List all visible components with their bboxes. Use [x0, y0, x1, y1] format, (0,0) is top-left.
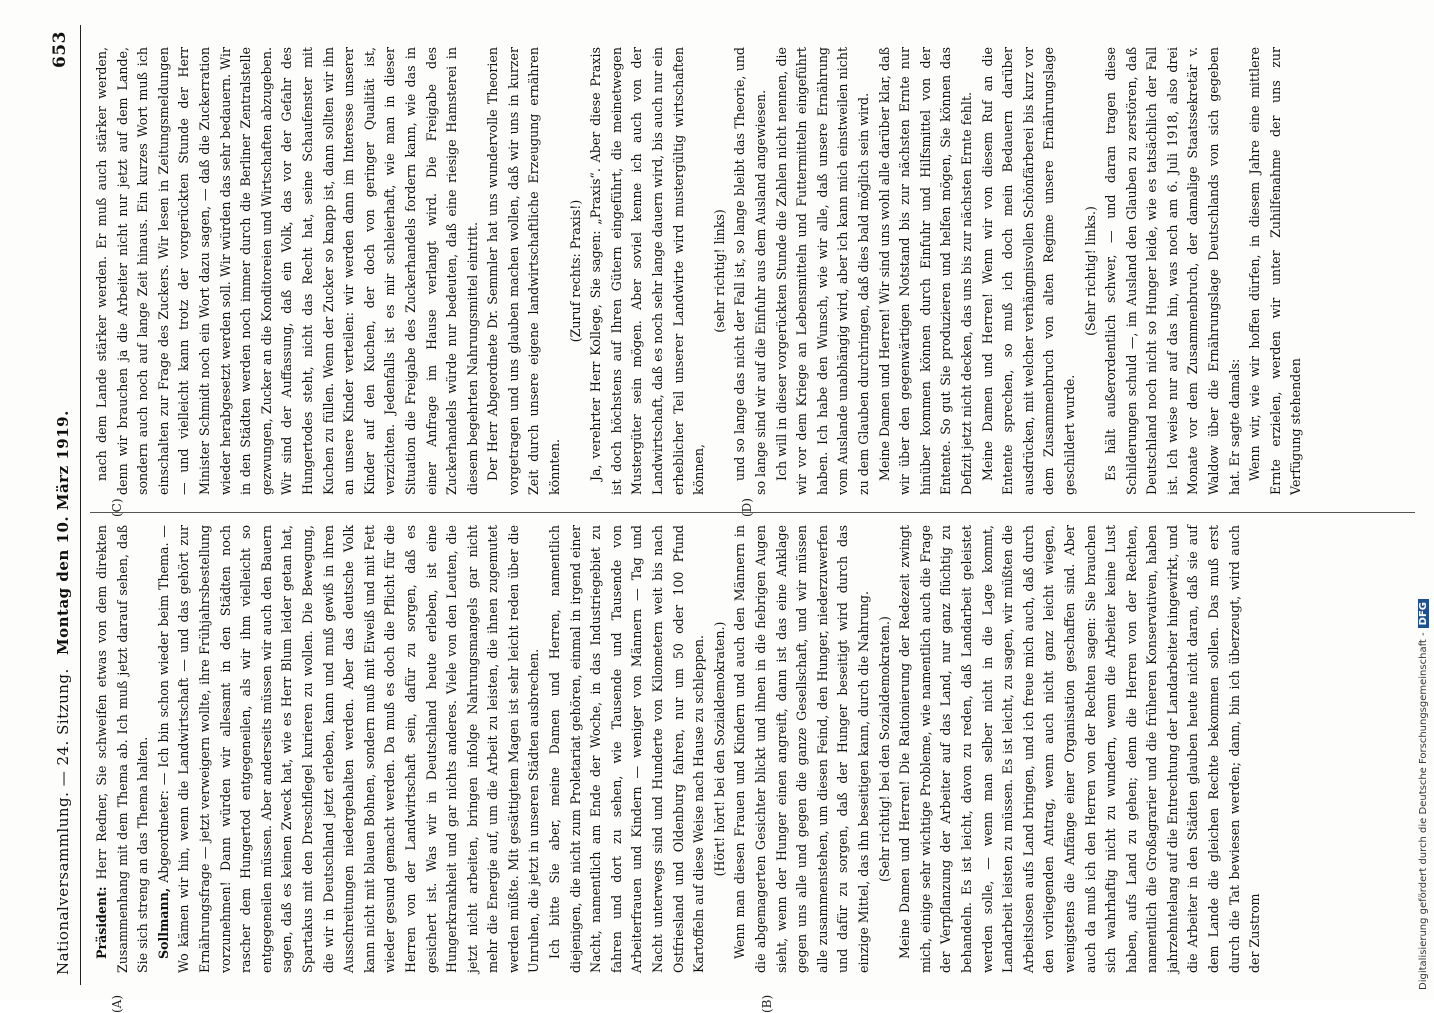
paragraph — [92, 47, 483, 495]
paragraph-text: Ja, verehrter Herr Kollege, Sie sagen: „Praxis“. Aber diese Praxis ist doch höchstens auf Ihren Gütern eingeführt, die meinetwegen Mustergüter sein mögen. Aber soviel kenne ich auch von der Landwirtschaft, daß es noch sehr lange dauern wird, bis auch nur ein erheblicher Teil unserer Landwirte wird mustergültig wirtschaften können, — [588, 47, 707, 495]
paragraph-text: Meine Damen und Herren! Die Rationierung der Redezeit zwingt mich, einige sehr wichtige Probleme, wie namentlich auch die Frage der Verpflanzung der Arbeiter auf das Land, nur ganz flüchtig zu behandeln. Es ist leicht, davon zu reden, daß Landarbeit geleistet werden solle, — wenn man selber nicht in die Lage kommt, Landarbeit leisten zu müssen. Es ist leicht, zu sagen, wir müßten die Arbeitslosen aufs Land bringen, und ich freue mich auch, daß durch den vorliegenden Antrag, wenn auch nicht ganz leicht wiegen, wenigstens die Anfänge einer Organisation geschaffen sind. Aber auch da muß ich den Herren von der Rechten sagen: Sie brauchen sich wahrhaftig nicht zu wundern, wenn die Arbeiter keine Lust haben, aufs Land zu gehen; denn die Herren von der Rechten, namentlich die Großagrarier und die früheren Konservativen, haben jahrzehntelang auf die Entrechtung der Landarbeiter hingewirkt, und die Arbeiter in den Städten glauben heute nicht daran, daß sie auf dem Lande die gleichen Rechte bekommen sollen. Das muß erst durch die Tat bewiesen werden; dann, bin ich überzeugt, wird auch der Zustrom — [897, 525, 1263, 973]
paragraph — [1245, 47, 1307, 495]
paragraph-text: Abgeordneter: — Ich bin schon wieder beim Thema. — Wo kämen wir hin, wenn die Landwirtschaft — und das gehört zur Ernährungsfrage — jetzt verweigern wollte, ihre Frühjahrsbestellung vorzunehmen! Dann würden wir allesamt in den Städten noch rascher dem Hungertod entgegeneilen, als wir ihm vielleicht so entgegeneilen müssen. Aber anderseits müssen wir auch den Bauern sagen, daß es keinen Zweck hat, wie es Herr Blum leider getan hat, Spartakus mit den Dreschflegel kurieren zu wollen. Die Bewegung, die wir in Deutschland jetzt erleben, kann und muß gewiß in ihren Ausschreitungen niedergehalten werden. Aber das deutsche Volk kann nicht mit blauen Bohnen, sondern muß mit Eiweiß und mit Fett wieder gesund gemacht werden. Da muß es doch die Pflicht für die Herren von der Landwirtschaft sein, dafür zu sorgen, daß es gesichert ist. Was wir in Deutschland heute erleben, ist eine Hungerkrankheit und gar nichts anderes. Viele von den Leuten, die jetzt nicht arbeiten, bringen infolge Nahrungsmangels gar nicht mehr die Energie auf, um die Arbeit zu leisten, die ihnen zugemutet werden müßte. Mit gesättigtem Magen ist sehr leicht reden über die Unruhen, die jetzt in unseren Städten ausbrechen. — [155, 525, 542, 973]
interjection: (Sehr richtig! bei den Sozialdemokraten.) — [876, 616, 892, 882]
interjection: (sehr richtig! links) — [711, 209, 727, 333]
paragraph — [730, 525, 874, 973]
margin-marker-b: (B) — [760, 994, 774, 1013]
paragraph-text: Ich will in dieser vorgerückten Stunde die Zahlen nicht nennen, die wir vor dem Kriege an Lebensmitteln und Futtermitteln eingeführt haben. Ich habe den Wunsch, wie wir alle, daß unsere Ernährung vom Auslande unabhängig wird, aber ich kann mich einstweilen nicht zu dem Glauben durchringen, daß dies bald möglich sein wird. — [773, 47, 871, 495]
paragraph — [1101, 47, 1245, 495]
interjection: (Zuruf rechts: Praxis!) — [567, 199, 583, 343]
header-date: Montag den 10. März 1919. — [54, 410, 72, 655]
paragraph — [92, 525, 154, 973]
paragraph-text: Meine Damen und Herren! Wir sind uns wohl alle darüber klar, daß wir über den gegenwärtigen Notstand bis zur nächsten Ernte nur hinüber kommen können durch Einfuhr und Hilfsmittel von der Entente. So gut Sie produzieren und helfen mögen, Sie können das Defizit jetzt nicht decken, das uns bis zur nächsten Ernte fehlt. — [876, 47, 974, 495]
paragraph — [545, 525, 710, 973]
credit-text: Digitalisierung gefördert durch die Deutsche Forschungsgemeinschaft - — [1418, 632, 1429, 990]
paragraph-text: Es hält außerordentlich schwer, — und daran tragen diese Schilderungen schuld —, im Ausland den Glauben zu zerstören, daß Deutschland noch nicht so Hunger leide, wie es tatsächlich der Fall ist. Ich weise nur auf das hin, was noch am 6. Juli 1918, also drei Monate vor dem Zusammenbruch, der damalige Staatssekretär v. Waldow über die Ernährungslage Deutschlands von sich gegeben hat. Er sagte damals: — [1103, 47, 1242, 495]
paragraph — [154, 525, 545, 973]
paragraph — [730, 47, 771, 495]
page-header — [40, 25, 81, 985]
margin-marker-a: (A) — [110, 994, 124, 1013]
interjection: (Hört! hört! bei den Sozialdemokraten.) — [711, 621, 727, 877]
margin-marker-d: (D) — [740, 498, 754, 517]
paragraph-text: Wenn man diesen Frauen und Kindern und auch den Männern in die abgemagerten Gesichter blickt und ihnen in die fiebrigen Augen sieht, wenn der Hunger einen angreift, dann ist das eine Anklage gegen uns alle und gegen die ganze Gesellschaft, und wir müssen alle zusammenstehen, um diesen Feind, den Hunger, niederzuwerfen und dafür zu sorgen, daß der Hunger beseitigt wird durch das einzige Mittel, das ihn beseitigen kann, durch die Nahrung. — [732, 525, 871, 973]
interjection: (Sehr richtig! links.) — [1082, 206, 1098, 336]
digitization-credit — [1418, 599, 1429, 990]
paragraph-text: Ich bitte Sie aber, meine Damen und Herren, namentlich diejenigen, die nicht zum Proletariat gehören, einmal in irgend einer Nacht, namentlich am Ende der Woche, in das Industriegebiet zu fahren und dort zu sehen, wie Tausende und Tausende von Arbeiterfrauen und Kindern — weniger von Männern — Tag und Nacht unterwegs sind und Hunderte von Kilometern weit bis nach Ostfriesland und Oldenburg fahren, nur um 50 oder 100 Pfund Kartoffeln auf diese Weise nach Hause zu schleppen. — [547, 525, 707, 973]
right-column — [92, 47, 1412, 495]
speaker-name: Präsident: — [94, 886, 109, 959]
dfg-logo: DFG — [1418, 599, 1429, 628]
paragraph — [586, 47, 710, 495]
paragraph-text: Der Herr Abgeordnete Dr. Semmler hat uns wundervolle Theorien vorgetragen und uns glauben machen wollen, daß wir uns in kurzer Zeit durch unsere eigene landwirtschaftliche Erzeugung ernähren könnten. — [485, 47, 563, 495]
rotated-page-content — [40, 25, 1420, 1013]
paragraph — [772, 47, 875, 495]
page-number: 653 — [50, 31, 70, 68]
header-session: Nationalversammlung. — 24. Sitzung. — [54, 668, 72, 975]
paragraph-text: Herr Redner, Sie schweifen etwas von dem direkten Zusammenhang mit dem Thema ab. Ich muß jetzt darauf sehen, daß Sie sich streng an das Thema halten. — [94, 525, 151, 973]
speaker-name: Sollmann, — [155, 887, 171, 959]
paragraph — [483, 47, 565, 495]
paragraph-text: und so lange das nicht der Fall ist, so lange bleibt das Theorie, und so lange sind wir auf die Einfuhr aus dem Ausland angewiesen. — [732, 47, 768, 495]
paragraph-text: Wenn wir, wie wir hoffen dürfen, in diesem Jahre eine mittlere Ernte erzielen, werden wir unter Zuhilfenahme der uns zur Verfügung stehenden — [1247, 47, 1304, 495]
paragraph — [895, 525, 1266, 973]
left-column — [92, 525, 1412, 973]
paragraph-text: nach dem Lande stärker werden. Er muß auch stärker werden, denn wir brauchen ja die Arbeiter nicht nur jetzt auf dem Lande, sondern auch noch auf lange Zeit hinaus. Ein kurzes Wort muß ich einschalten zur Frage des Zuckers. Wir lesen in Zeitungsmeldungen — und vielleicht kann trotz der vorgerückten Stunde der Herr Minister Schmidt noch ein Wort dazu sagen, — daß die Zuckerration wieder herabgesetzt werden soll. Wir würden das sehr bedauern. Wir in den Städten werden noch immer durch die Berliner Zentralstelle gezwungen, Zucker an die Konditoreien und Wirtschaften abzugeben. Wir sind der Auffassung, daß ein Volk, das vor der Gefahr des Hungertodes steht, nicht das Recht hat, seine Schaufenster mit Kuchen zu füllen. Wenn der Zucker so knapp ist, dann sollten wir ihn an unsere Kinder verteilen: wir werden dann im Interesse unserer Kinder auf den Kuchen, der doch von geringer Qualität ist, verzichten. Jedenfalls ist es mir schleierhaft, wie man in dieser Situation die Freigabe des Zuckerhandels fordern kann, wie das in einer Anfrage im Hause verlangt wird. Die Freigabe des Zuckerhandels würde nur bedeuten, daß eine riesige Hamsterei in diesem begehrten Nahrungsmittel eintritt. — [94, 47, 480, 495]
margin-marker-c: (C) — [110, 498, 124, 517]
paragraph — [875, 47, 978, 495]
paragraph-text: Meine Damen und Herren! Wenn wir von diesem Ruf an die Entente sprechen, so muß ich doch mein Bedauern darüber ausdrücken, mit welcher verhängnisvollen Schönfärberei bis kurz vor dem Zusammenbruch von alten Regime unsere Ernährungslage geschildert wurde. — [979, 47, 1077, 495]
paragraph — [978, 47, 1081, 495]
